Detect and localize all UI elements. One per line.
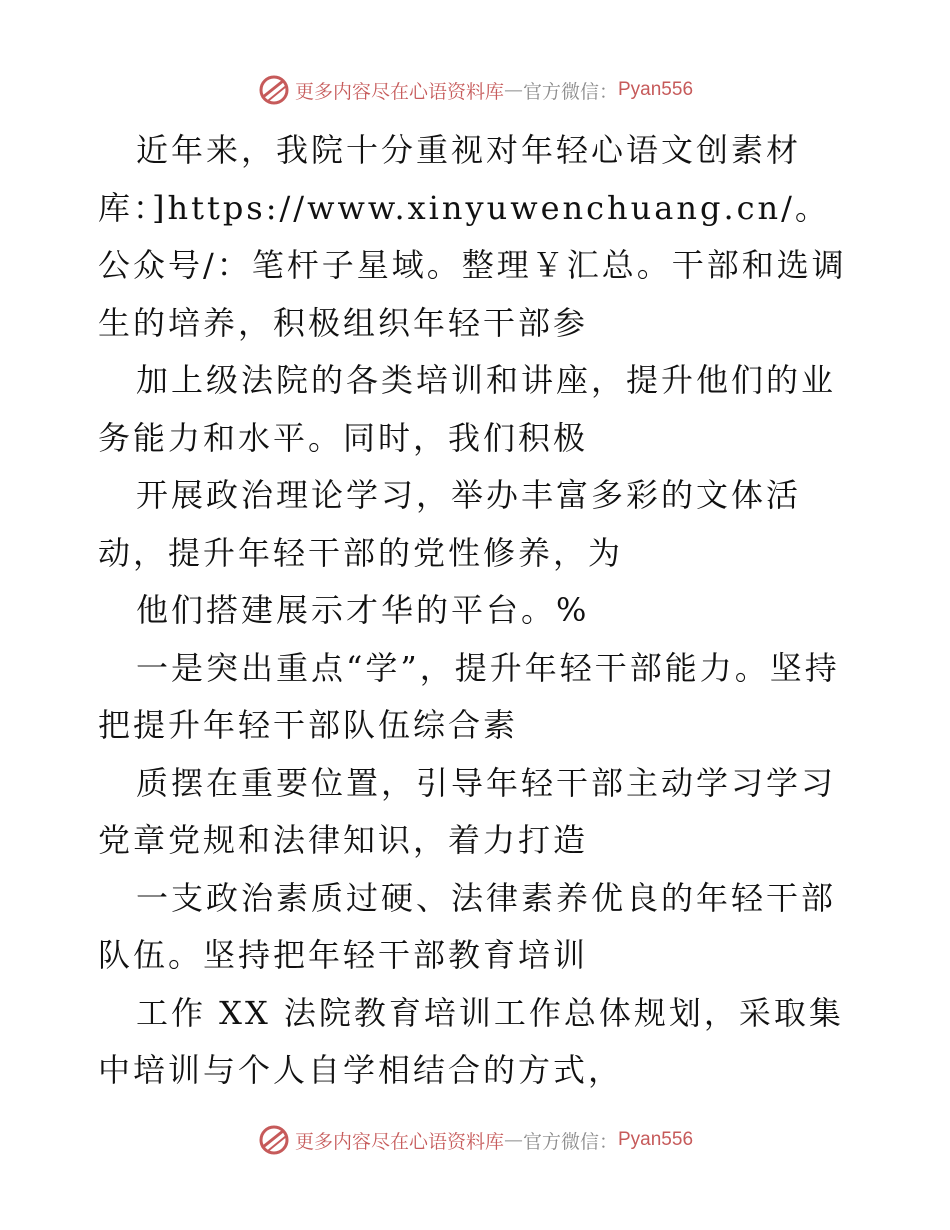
- header-slogan: 更多内容尽在心语资料库: [294, 80, 504, 103]
- paragraph: 近年来，我院十分重视对年轻心语文创素材库：]https://www.xinyuwenchuang.cn/。公众号/：笔杆子星域。整理￥汇总。干部和选调生的培养，积极组织年轻干部参: [98, 131, 847, 342]
- footer-wechat-id: Pyan556: [618, 1129, 694, 1150]
- paragraph: 加上级法院的各类培训和讲座，提升他们的业务能力和水平。同时，我们积极: [98, 361, 837, 457]
- footer-slogan: 更多内容尽在心语资料库: [294, 1130, 504, 1153]
- footer-watermark: [0, 1122, 950, 1158]
- document-body: [98, 122, 858, 1100]
- footer-wechat-label: 官方微信：: [522, 1130, 618, 1153]
- footer-separator: —: [503, 1129, 523, 1151]
- header-wechat-id: Pyan556: [618, 79, 694, 100]
- pen-logo-icon: [257, 73, 291, 107]
- header-wechat-label: 官方微信：: [522, 80, 618, 103]
- paragraph: 他们搭建展示才华的平台。%: [136, 591, 590, 629]
- paragraph: 工作 XX 法院教育培训工作总体规划，采取集中培训与个人自学相结合的方式，: [98, 993, 844, 1089]
- header-separator: —: [503, 79, 523, 101]
- paragraph: 一是突出重点“学”，提升年轻干部能力。坚持把提升年轻干部队伍综合素: [98, 648, 840, 744]
- paragraph: 一支政治素质过硬、法律素养优良的年轻干部队伍。坚持把年轻干部教育培训: [98, 878, 837, 974]
- paragraph: 质摆在重要位置，引导年轻干部主动学习学习党章党规和法律知识，着力打造: [98, 763, 837, 859]
- pen-logo-icon: [257, 1123, 291, 1157]
- header-watermark: [0, 72, 950, 108]
- paragraph: 开展政治理论学习，举办丰富多彩的文体活动，提升年轻干部的党性修养，为: [98, 476, 802, 572]
